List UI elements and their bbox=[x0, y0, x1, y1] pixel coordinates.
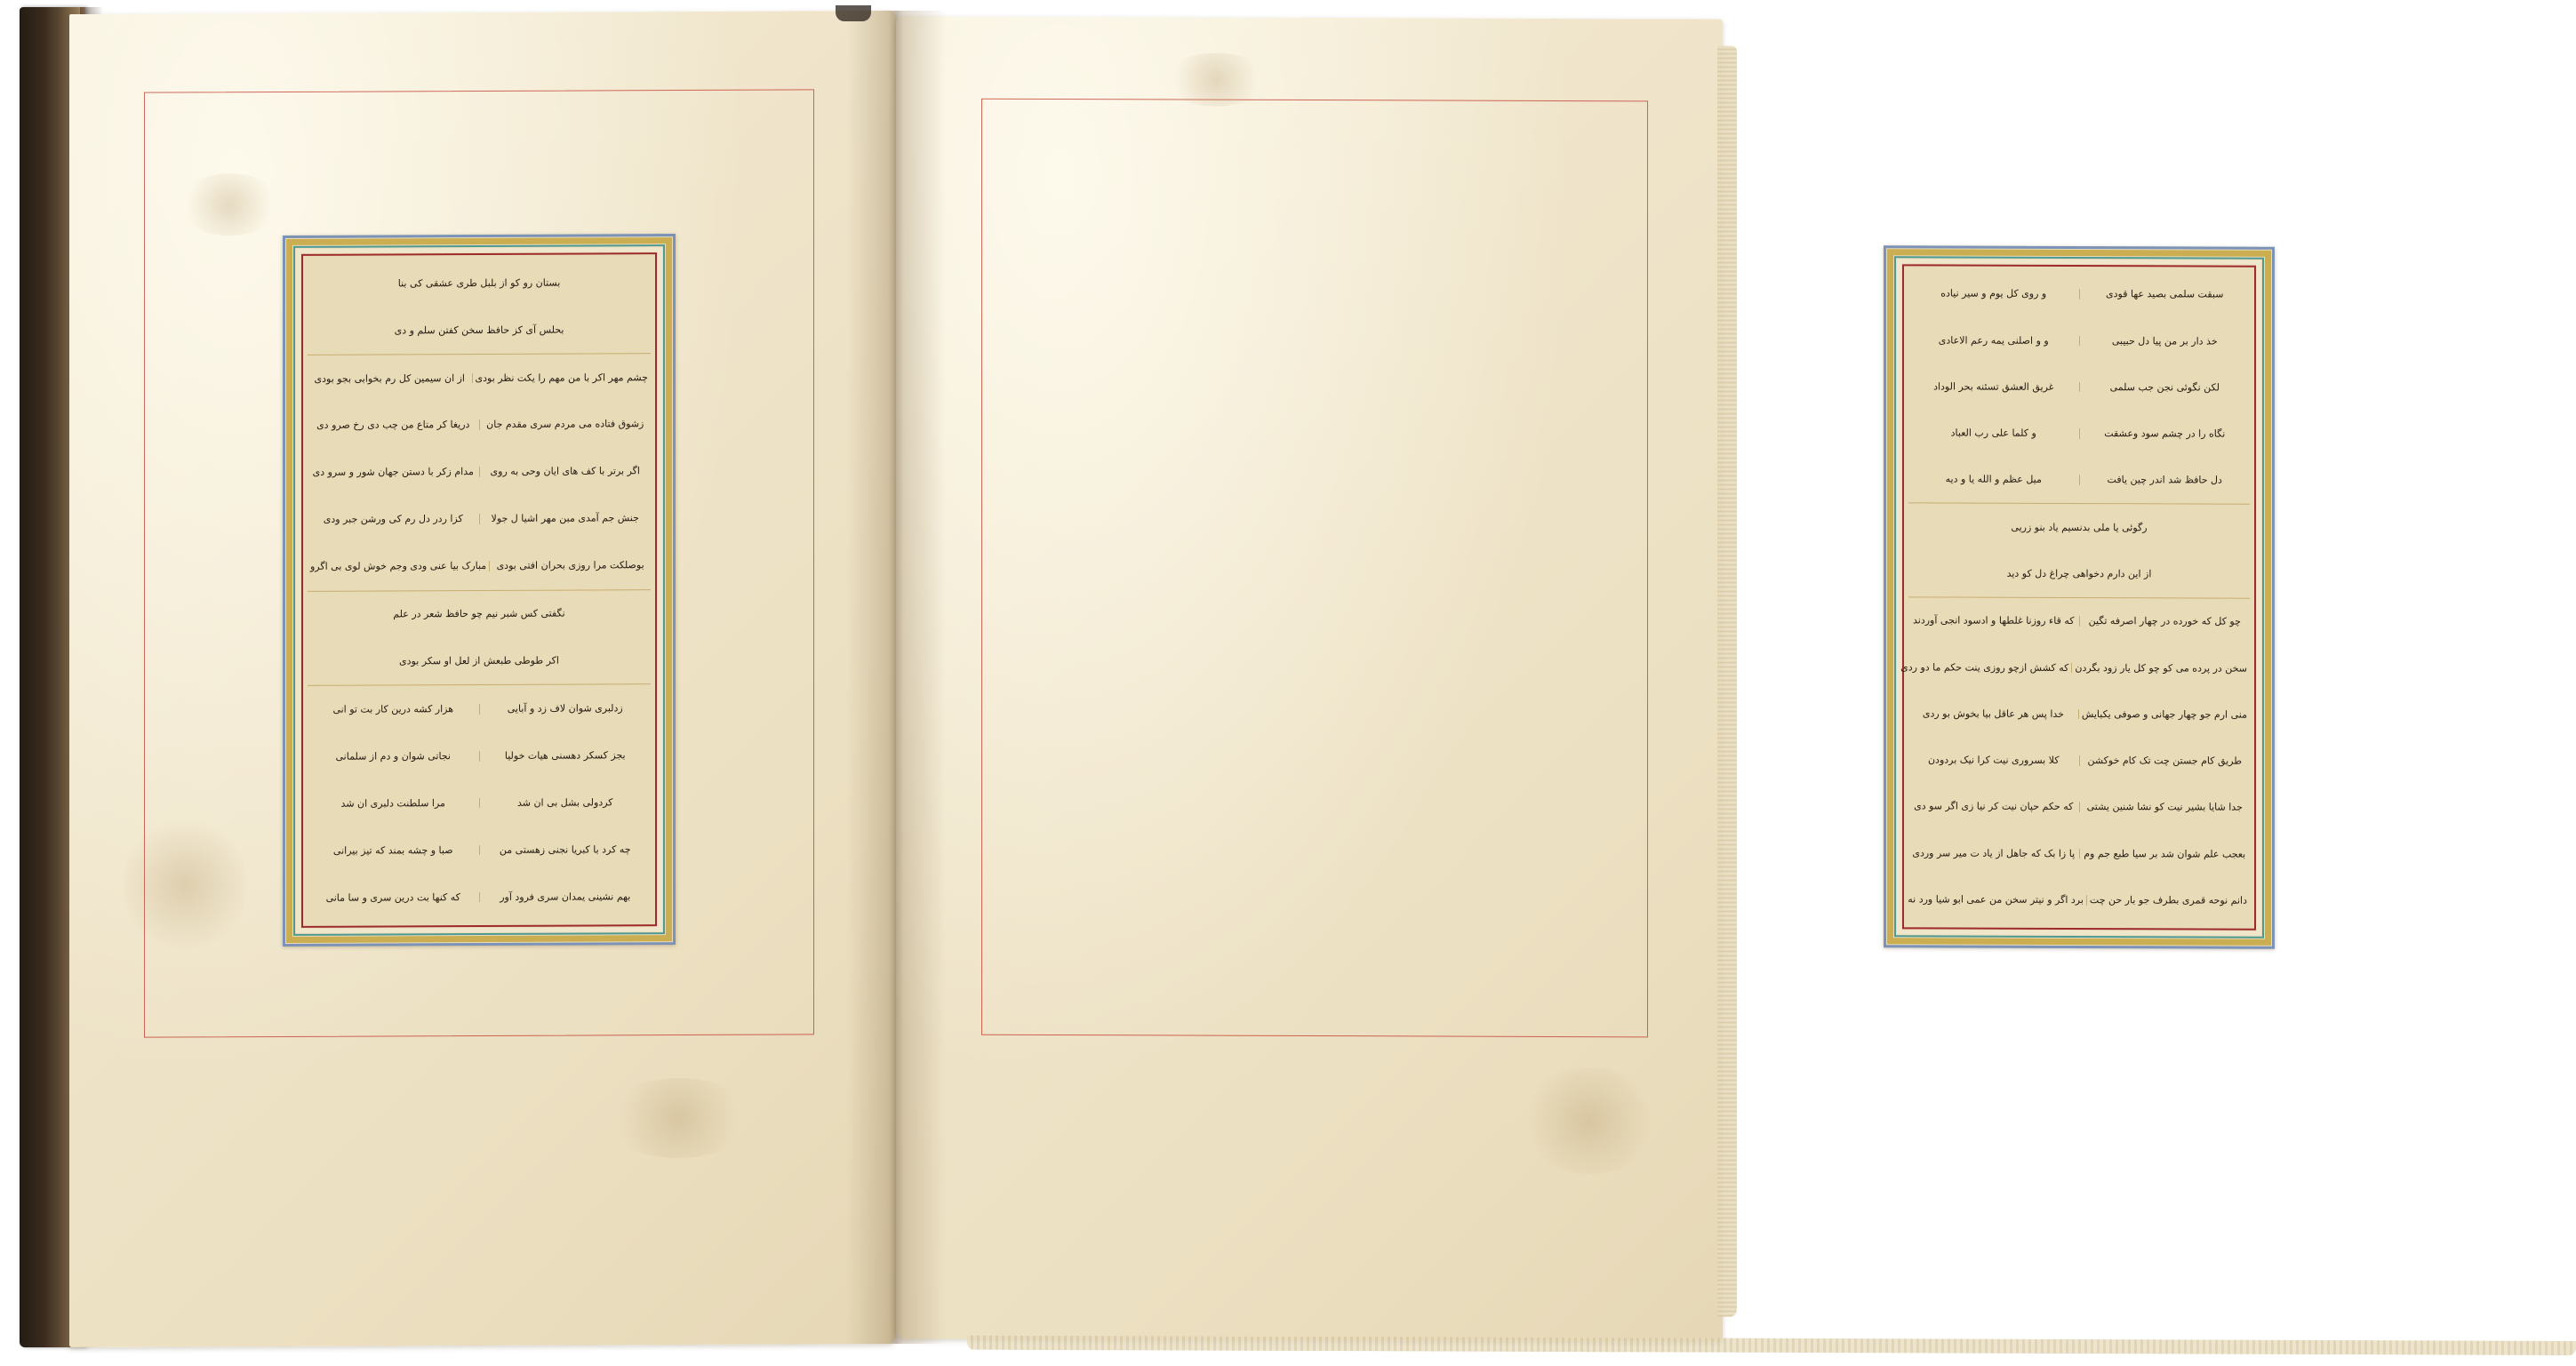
hemistich-right: جنش جم آمدی مبن مهر اشیا ل جولا bbox=[479, 513, 652, 523]
verse-line: نگفتی کس شبر نیم چو حافظ شعر در علم bbox=[393, 607, 565, 620]
verse-row bbox=[1908, 456, 2250, 504]
verse-line: اکر طوطی طبعش از لعل او سکر بودی bbox=[399, 654, 559, 667]
right-folio-ruled-border bbox=[981, 99, 1648, 1038]
hemistich-left: میل عظم و الله یا و دیه bbox=[1945, 473, 2042, 486]
verse-row bbox=[1908, 830, 2250, 878]
right-folio bbox=[896, 16, 2247, 1341]
verse-row bbox=[1908, 876, 2250, 924]
hemistich-left: برد اگر و نیتر سخن من عمی ابو شیا ورد نه bbox=[1908, 893, 2084, 907]
left-folio bbox=[69, 11, 896, 1347]
verse-row bbox=[1908, 270, 2250, 318]
paper-stain bbox=[1518, 1067, 1660, 1175]
hemistich-right: سبقت سلمی بصید عها قودی bbox=[2079, 289, 2251, 300]
hemistich-left: که حکم حپان نیت کر نیا زی اگر سو دی bbox=[1914, 800, 2074, 813]
hemistich-right: طریق کام جستن چت تک کام خوکشن bbox=[2079, 755, 2251, 766]
hemistich-left: از ان سیمین کل رم بخوابی بجو بودی bbox=[314, 371, 465, 385]
paper-stain bbox=[603, 1078, 754, 1159]
verse-row bbox=[308, 354, 651, 403]
hemistich-left: خدا پس هر عاقل بیا بخوش بو ردی bbox=[1922, 707, 2064, 720]
hemistich-right: بهم نشینی یمدان سری فرود آور bbox=[479, 891, 652, 902]
right-text-panel bbox=[1884, 245, 2275, 949]
verse-row bbox=[308, 873, 651, 922]
text-block-couplets bbox=[1908, 270, 2250, 505]
hemistich-left: کزا ردر دل رم کی ورشن جبر ودی bbox=[323, 513, 463, 526]
hemistich-right: سخن در پرده می کو چو کل یار زود بگردن bbox=[2071, 663, 2250, 674]
hemistich-right: چو کل که خورده در چهار اصرفه تگین bbox=[2079, 616, 2251, 627]
right-panel-text bbox=[1900, 270, 2250, 923]
hemistich-left: نجاتی شوان و دم از سلمانی bbox=[335, 750, 451, 763]
left-panel-text bbox=[308, 259, 651, 922]
hemistich-right: دانم نوحه قمری بطرف جو بار حن چت bbox=[2086, 895, 2250, 906]
hemistich-right: چشم مهر اکر با من مهم را یکت نظر بودی bbox=[472, 372, 651, 383]
verse-row bbox=[1908, 317, 2250, 365]
torn-paper-mark bbox=[836, 5, 871, 21]
fore-edge-page-stack bbox=[1717, 46, 1737, 1317]
hemistich-right: خذ دار بر من پیا دل حبیبی bbox=[2079, 336, 2251, 347]
verse-row bbox=[308, 826, 651, 875]
verse-line: بستان رو کو از بلبل طری عشقی کی بنا bbox=[397, 276, 561, 290]
hemistich-left: هزار کشه درین کار بت تو انی bbox=[332, 703, 454, 715]
verse-row bbox=[1900, 644, 2250, 692]
verse-row bbox=[1908, 737, 2250, 785]
hemistich-left: کلا بسروری نیت کرا نیک بردودن bbox=[1927, 754, 2060, 767]
open-book bbox=[20, 5, 2247, 1363]
verse-row bbox=[308, 495, 651, 544]
verse-row bbox=[1908, 783, 2250, 831]
verse-row bbox=[308, 448, 651, 497]
text-block-fullwidth bbox=[308, 590, 651, 687]
hemistich-right: کردولی بشل بی ان شد bbox=[479, 797, 652, 808]
hemistich-right: بوصلکت مرا روزی بحران افتی بودی bbox=[489, 560, 651, 571]
verse-row bbox=[308, 685, 651, 734]
hemistich-left: و کلما علی رب العباد bbox=[1950, 427, 2036, 440]
hemistich-right: اگر برتر با کف های ایان وحی به روی bbox=[479, 467, 652, 477]
text-block-couplets bbox=[308, 685, 651, 922]
hemistich-right: بجز کسکر دهسنی هیات خولیا bbox=[479, 750, 652, 761]
verse-row bbox=[308, 731, 651, 780]
verse-row bbox=[1908, 363, 2250, 411]
hemistich-right: زدلبری شوان لاف زد و آبایی bbox=[479, 703, 652, 714]
text-block-couplets bbox=[1900, 597, 2250, 923]
hemistich-right: جدا شایا بشیر نیت کو نشا شنین یشتی bbox=[2079, 803, 2251, 813]
hemistich-left: دریغا کر متاع من چب دی رخ صرو دی bbox=[316, 419, 470, 432]
hemistich-right: چه کرد با کبریا نجنی زهستی من bbox=[479, 844, 652, 855]
verse-row bbox=[1908, 410, 2250, 458]
text-block-couplets bbox=[308, 354, 651, 591]
text-block-fullwidth bbox=[308, 259, 651, 355]
hemistich-right: نگاه را در چشم سود وعشقت bbox=[2079, 428, 2251, 439]
hemistich-left: مبارک بیا عنی ودی وجم خوش لوی بی اگرو bbox=[310, 560, 487, 573]
hemistich-left: و روی کل یوم و سیر نیاده bbox=[1940, 287, 2047, 300]
text-block-fullwidth bbox=[1908, 504, 2250, 599]
hemistich-left: که قاء روزنا غلطها و ادسود انجی آوردند bbox=[1913, 614, 2075, 627]
verse-line: بحلس آی کز حافظ سخن کفتن سلم و دی bbox=[394, 324, 564, 337]
hemistich-left: و و اصلنی یمه رعم الاعادی bbox=[1938, 334, 2049, 347]
verse-row bbox=[308, 779, 651, 827]
hemistich-left: غریق العشق تسئنه بحر الوداد bbox=[1933, 380, 2054, 393]
hemistich-left: که کنها بت درین سری و سا مانی bbox=[325, 891, 460, 904]
hemistich-right: دل حافظ شد اندر چین یافت bbox=[2079, 475, 2251, 486]
verse-row bbox=[1908, 691, 2250, 739]
hemistich-left: پا زا بک که جاهل از یاد ت میر سر وردی bbox=[1912, 847, 2076, 859]
hemistich-left: مرا سلطنت دلبری ان شد bbox=[340, 797, 445, 810]
hemistich-left: صبا و چشه بمند که تیز بیرانی bbox=[332, 843, 453, 857]
hemistich-right: بعجب علم شوان شد بر سیا طبع جم وم bbox=[2079, 849, 2251, 859]
hemistich-left: مدام زکر با دستن جهان شور و سرو دی bbox=[312, 466, 474, 479]
left-text-panel bbox=[283, 234, 676, 947]
hemistich-right: منی ارم جو چهار جهانی و صوفی یکبایش bbox=[2078, 709, 2250, 720]
bottom-edge-page-stack bbox=[967, 1336, 2576, 1355]
verse-line: رگوئی یا ملی بدنسیم یاد بنو زریی bbox=[2011, 521, 2148, 534]
hemistich-right: زشوق فتاده می مردم سری مقدم جان bbox=[479, 419, 652, 430]
verse-row bbox=[308, 401, 651, 450]
hemistich-left: که کشش ازچو روزی ینت حکم ما دو ردی bbox=[1900, 660, 2069, 674]
verse-row bbox=[1908, 597, 2250, 645]
verse-row bbox=[308, 542, 651, 591]
verse-line: از این دارم دخواهی چراغ دل کو دید bbox=[2006, 567, 2152, 580]
hemistich-right: لکن نگوئی نجن جب سلمی bbox=[2079, 382, 2251, 393]
